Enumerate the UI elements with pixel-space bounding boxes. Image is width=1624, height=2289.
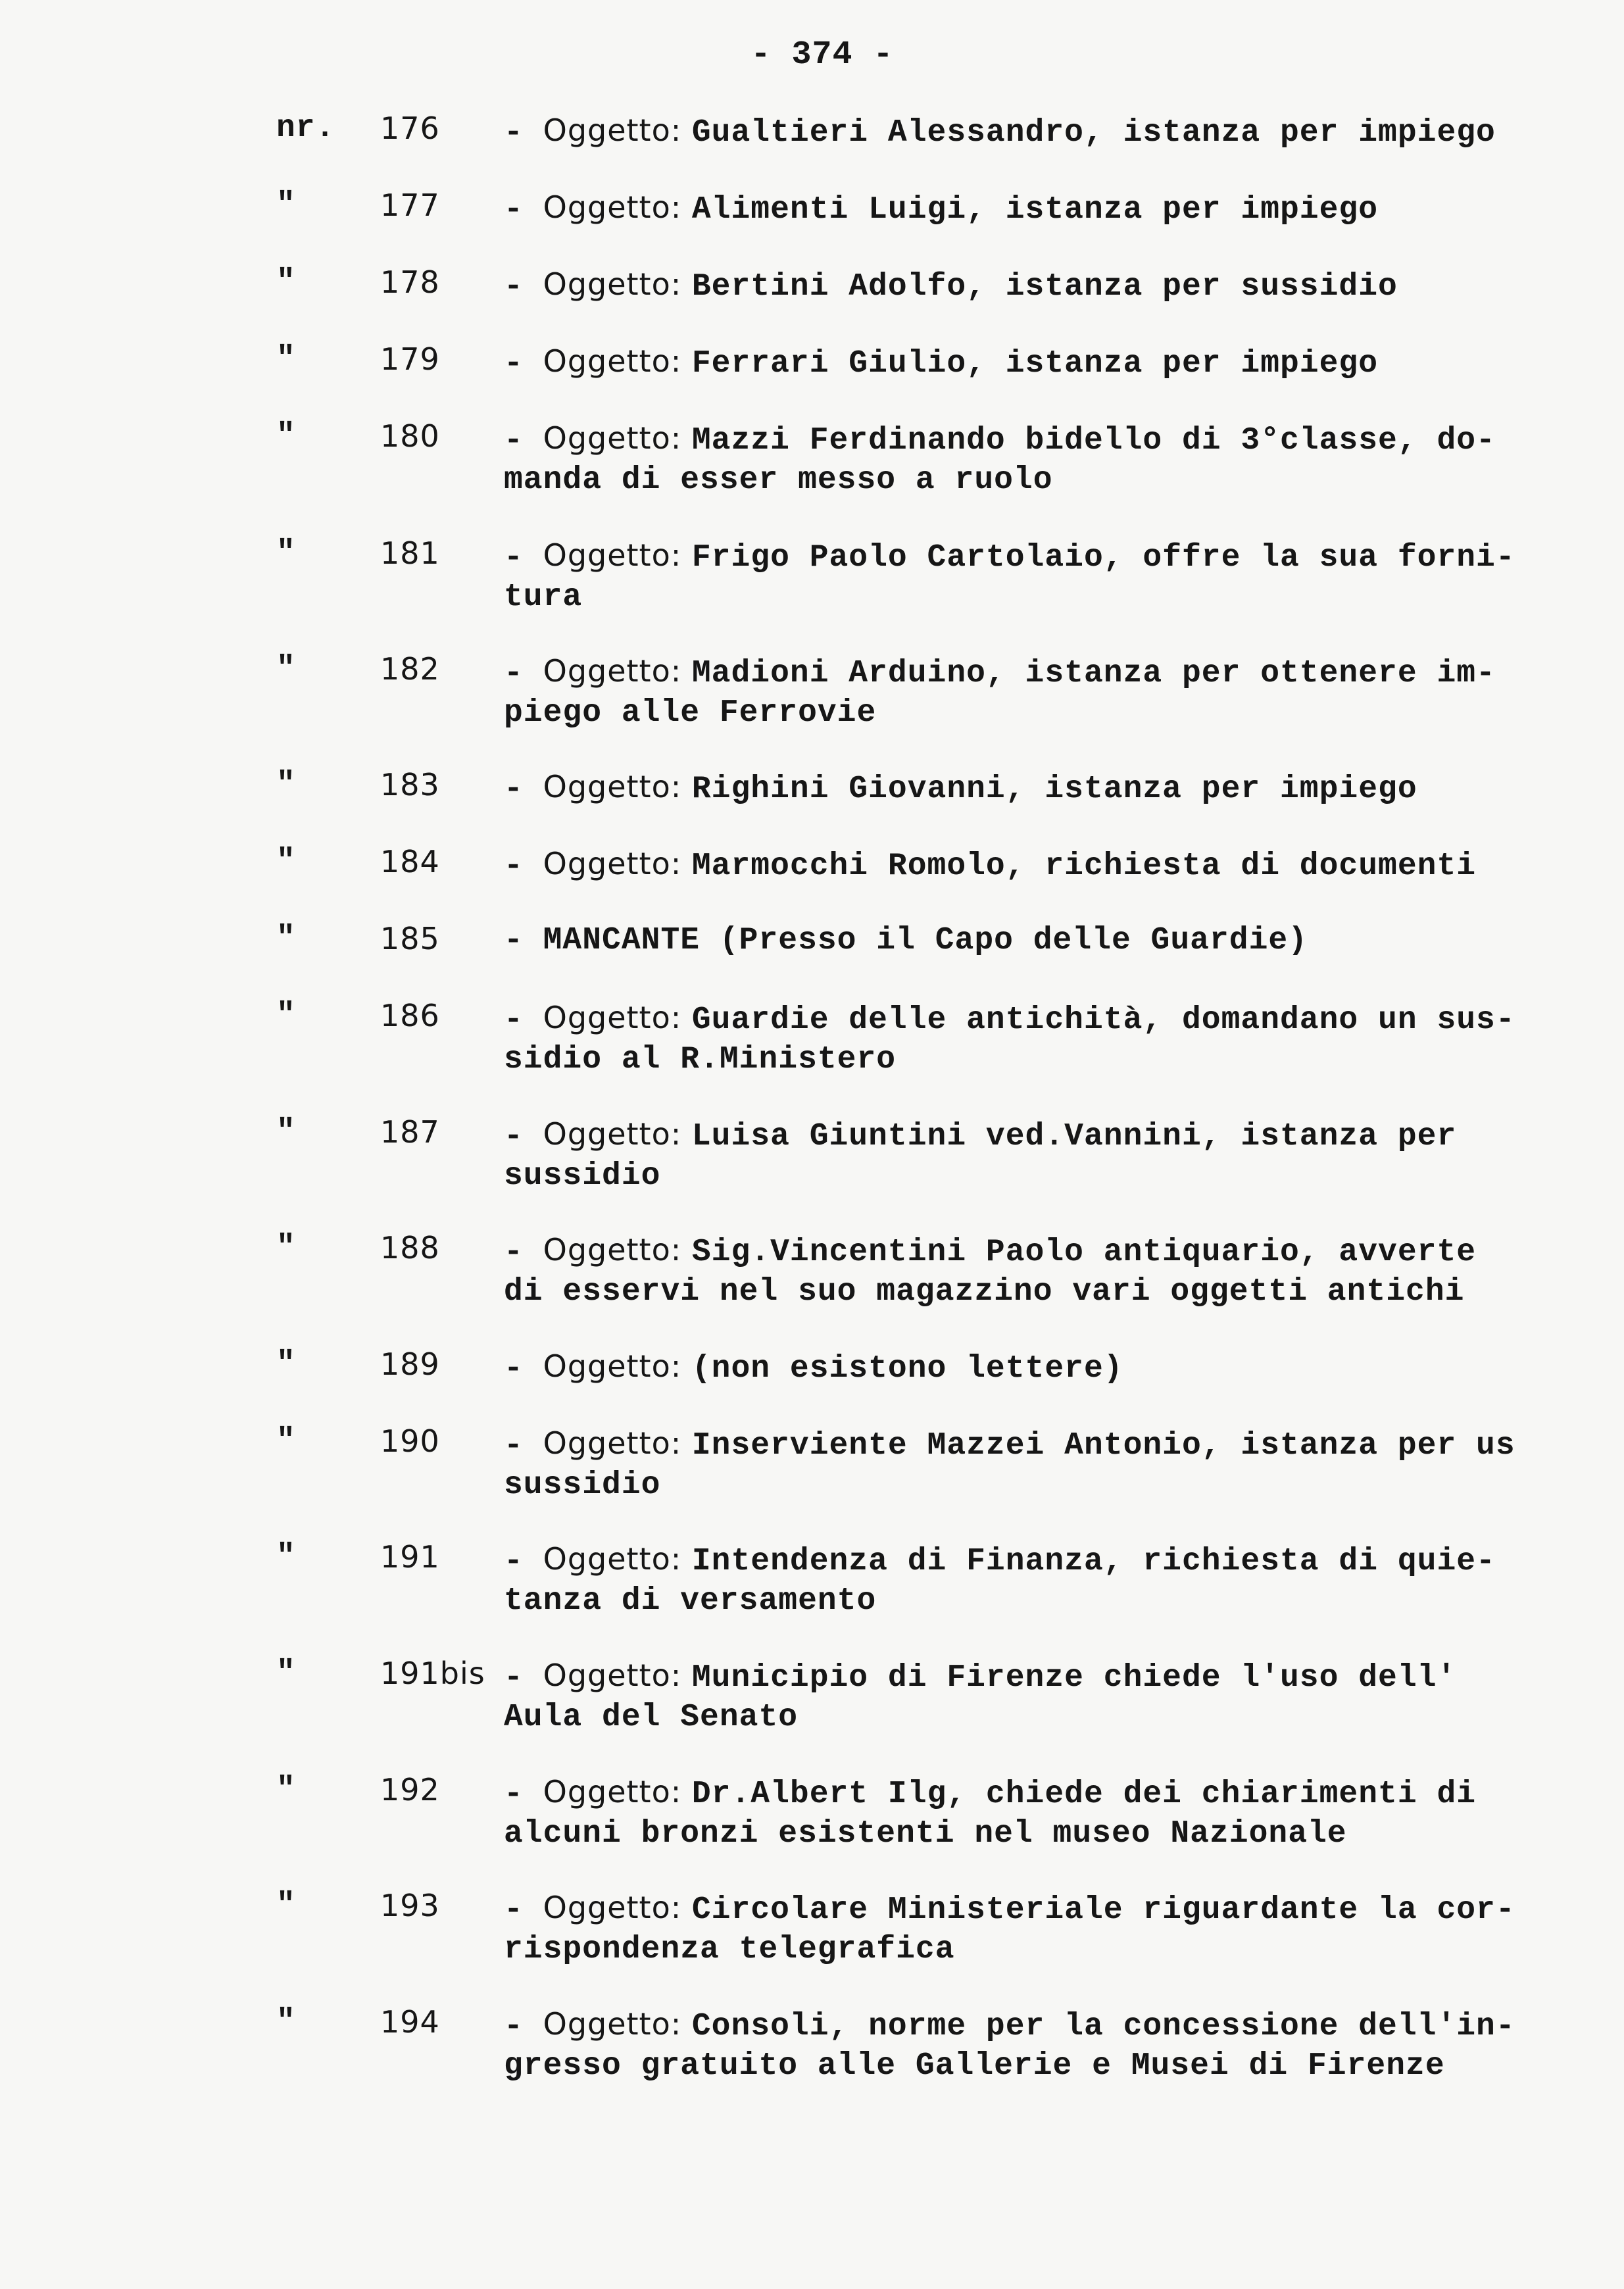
entry-line-text: sussidio (504, 1158, 661, 1194)
entry-text (504, 1772, 1583, 1854)
entry-line (504, 418, 1583, 460)
entry-dash: - (504, 269, 543, 305)
entry-text (504, 1888, 1583, 1969)
entry-dash: - (504, 1544, 543, 1579)
entry-line (504, 1040, 1583, 1079)
entry-line (504, 1581, 1583, 1621)
entry-label: Oggetto: (543, 1425, 692, 1461)
entry-line (504, 1772, 1583, 1814)
entry-label: Oggetto: (543, 1658, 692, 1693)
entry-line-text: Circolare Ministeriale riguardante la cor- (691, 1892, 1515, 1928)
entry-number: 191 (380, 1539, 440, 1575)
entry-line (504, 1930, 1583, 1969)
entry-label: Oggetto: (543, 266, 692, 302)
entry-line (504, 535, 1583, 578)
entry-number: 185 (380, 921, 440, 956)
entry-line-text: Ferrari Giulio, istanza per impiego (691, 346, 1379, 382)
entry-line (504, 187, 1583, 230)
entry-number: 177 (380, 187, 440, 223)
entry-dash: - (504, 849, 543, 884)
entry-line (504, 921, 1583, 960)
entry-line-text: piego alle Ferrovie (504, 695, 877, 731)
entry-label: Oggetto: (543, 343, 692, 379)
entry-number: 179 (380, 341, 440, 377)
entry-line (504, 1539, 1583, 1581)
entry-number: 188 (380, 1230, 440, 1266)
entry-line (504, 1230, 1583, 1272)
page-number: - 374 - (750, 36, 894, 74)
entry-text (504, 418, 1583, 500)
entry-number: 176 (380, 111, 440, 146)
entry-text (504, 1114, 1583, 1196)
entry-prefix: " (276, 1656, 296, 1691)
entry-prefix: " (276, 1114, 296, 1150)
entry-prefix: nr. (276, 111, 335, 146)
entry-line-text: Gualtieri Alessandro, istanza per impiego (691, 115, 1496, 151)
entry-line-text: tanza di versamento (504, 1583, 877, 1619)
entry-line-text: Marmocchi Romolo, richiesta di documenti (691, 849, 1477, 884)
entry-line-text: Righini Giovanni, istanza per impiego (691, 772, 1417, 807)
entry-prefix: " (276, 1346, 296, 1382)
entry-line-text: gresso gratuito alle Gallerie e Musei di Firenze (504, 2048, 1445, 2084)
entry-line-text: Intendenza di Finanza, richiesta di quie- (691, 1544, 1496, 1579)
entry-number: 181 (380, 535, 440, 571)
entry-number: 182 (380, 651, 440, 687)
entry-text (504, 1539, 1583, 1621)
entry-line (504, 1656, 1583, 1698)
entry-number: 190 (380, 1423, 440, 1459)
entry-dash: - (504, 923, 543, 958)
entry-line (504, 2004, 1583, 2046)
entry-line-text: sussidio (504, 1467, 661, 1503)
entry-line (504, 1888, 1583, 1930)
entry-text (504, 1230, 1583, 1312)
entry-line (504, 1698, 1583, 1737)
entry-prefix: " (276, 187, 296, 223)
entry-line-text: sidio al R.Ministero (504, 1042, 897, 1077)
entry-text (504, 2004, 1583, 2086)
entry-line-text: Aula del Senato (504, 1700, 799, 1735)
entry-line-text: Consoli, norme per la concessione dell'in- (691, 2009, 1515, 2044)
entry-line-text: (non esistono lettere) (691, 1351, 1123, 1387)
entry-dash: - (504, 423, 543, 458)
entry-text (504, 1346, 1583, 1389)
entry-line (504, 264, 1583, 307)
entry-text (504, 264, 1583, 307)
entry-label: Oggetto: (543, 1774, 692, 1809)
entry-text (504, 767, 1583, 809)
entry-label: Oggetto: (543, 1348, 692, 1384)
entry-number: 184 (380, 844, 440, 879)
entry-line-text: Guardie delle antichità, domandano un sus- (691, 1002, 1515, 1038)
entry-text (504, 111, 1583, 153)
entry-text (504, 844, 1583, 886)
entry-prefix: " (276, 998, 296, 1033)
entry-prefix: " (276, 1423, 296, 1459)
entry-prefix: " (276, 1230, 296, 1266)
entry-text (504, 998, 1583, 1079)
entry-line-text: Sig.Vincentini Paolo antiquario, avverte (691, 1235, 1477, 1270)
entry-number: 183 (380, 767, 440, 802)
entry-line (504, 1465, 1583, 1505)
entry-line-text: manda di esser messo a ruolo (504, 462, 1053, 498)
entry-line (504, 998, 1583, 1040)
entry-number: 194 (380, 2004, 440, 2040)
entry-line (504, 1346, 1583, 1389)
entry-text (504, 187, 1583, 230)
entry-line (504, 341, 1583, 383)
entry-line (504, 1814, 1583, 1854)
entry-number: 187 (380, 1114, 440, 1150)
entry-line-text: alcuni bronzi esistenti nel museo Nazionale (504, 1816, 1347, 1852)
entry-number: 192 (380, 1772, 440, 1808)
entry-dash: - (504, 1119, 543, 1154)
entry-label: Oggetto: (543, 1000, 692, 1035)
entry-line-text: tura (504, 579, 583, 615)
entry-line (504, 1423, 1583, 1465)
entry-line-text: Mazzi Ferdinando bidello di 3°classe, do- (691, 423, 1496, 458)
entry-label: Oggetto: (543, 112, 692, 148)
entry-line-text: MANCANTE (Presso il Capo delle Guardie) (543, 923, 1308, 958)
entry-line-text: Bertini Adolfo, istanza per sussidio (691, 269, 1398, 305)
entry-line (504, 111, 1583, 153)
entry-line-text: Dr.Albert Ilg, chiede dei chiarimenti di (691, 1777, 1477, 1812)
entry-text (504, 1656, 1583, 1737)
entry-prefix: " (276, 264, 296, 300)
entry-prefix: " (276, 2004, 296, 2040)
entry-line (504, 1272, 1583, 1312)
entry-line (504, 651, 1583, 693)
entry-dash: - (504, 1660, 543, 1696)
entry-label: Oggetto: (543, 189, 692, 225)
entry-label: Oggetto: (543, 2006, 692, 2042)
entry-line-text: Inserviente Mazzei Antonio, istanza per us (691, 1428, 1515, 1464)
entry-dash: - (504, 1235, 543, 1270)
entry-number: 178 (380, 264, 440, 300)
entry-prefix: " (276, 1772, 296, 1808)
entry-line-text: rispondenza telegrafica (504, 1932, 955, 1967)
entry-line (504, 1156, 1583, 1196)
entry-prefix: " (276, 1539, 296, 1575)
entry-text (504, 921, 1583, 960)
entry-label: Oggetto: (543, 1541, 692, 1577)
entry-label: Oggetto: (543, 846, 692, 881)
entry-line (504, 693, 1583, 733)
entry-number: 193 (380, 1888, 440, 1923)
entry-line (504, 460, 1583, 500)
entry-dash: - (504, 540, 543, 576)
entry-text (504, 535, 1583, 617)
entry-dash: - (504, 2009, 543, 2044)
entry-number: 186 (380, 998, 440, 1033)
entry-line (504, 844, 1583, 886)
entry-label: Oggetto: (543, 1116, 692, 1152)
entry-text (504, 651, 1583, 733)
entry-dash: - (504, 1351, 543, 1387)
entry-dash: - (504, 1002, 543, 1038)
entry-line-text: Municipio di Firenze chiede l'uso dell' (691, 1660, 1457, 1696)
entry-number: 189 (380, 1346, 440, 1382)
entry-text (504, 341, 1583, 383)
entry-prefix: " (276, 921, 296, 956)
entry-text (504, 1423, 1583, 1505)
entry-dash: - (504, 192, 543, 228)
entry-label: Oggetto: (543, 420, 692, 456)
entry-dash: - (504, 656, 543, 691)
entry-label: Oggetto: (543, 1890, 692, 1925)
entry-line-text: Luisa Giuntini ved.Vannini, istanza per (691, 1119, 1457, 1154)
entry-number: 180 (380, 418, 440, 454)
entry-line (504, 1114, 1583, 1156)
entry-line-text: Frigo Paolo Cartolaio, offre la sua forni- (691, 540, 1515, 576)
entry-prefix: " (276, 418, 296, 454)
entry-line (504, 2046, 1583, 2086)
entry-dash: - (504, 1777, 543, 1812)
entry-line-text: Madioni Arduino, istanza per ottenere im- (691, 656, 1496, 691)
entry-prefix: " (276, 844, 296, 879)
entry-dash: - (504, 1892, 543, 1928)
entry-label: Oggetto: (543, 537, 692, 573)
entry-prefix: " (276, 1888, 296, 1923)
entry-label: Oggetto: (543, 1232, 692, 1268)
entry-label: Oggetto: (543, 769, 692, 804)
entry-label: Oggetto: (543, 653, 692, 689)
entry-line-text: di esservi nel suo magazzino vari oggetti antichi (504, 1274, 1465, 1310)
entry-line (504, 578, 1583, 617)
entry-prefix: " (276, 767, 296, 802)
entry-dash: - (504, 772, 543, 807)
entry-dash: - (504, 1428, 543, 1464)
entry-line (504, 767, 1583, 809)
entry-number: 191bis (380, 1656, 485, 1691)
entry-prefix: " (276, 651, 296, 687)
entry-line-text: Alimenti Luigi, istanza per impiego (691, 192, 1379, 228)
entry-prefix: " (276, 535, 296, 571)
entry-prefix: " (276, 341, 296, 377)
entry-dash: - (504, 346, 543, 382)
entry-dash: - (504, 115, 543, 151)
